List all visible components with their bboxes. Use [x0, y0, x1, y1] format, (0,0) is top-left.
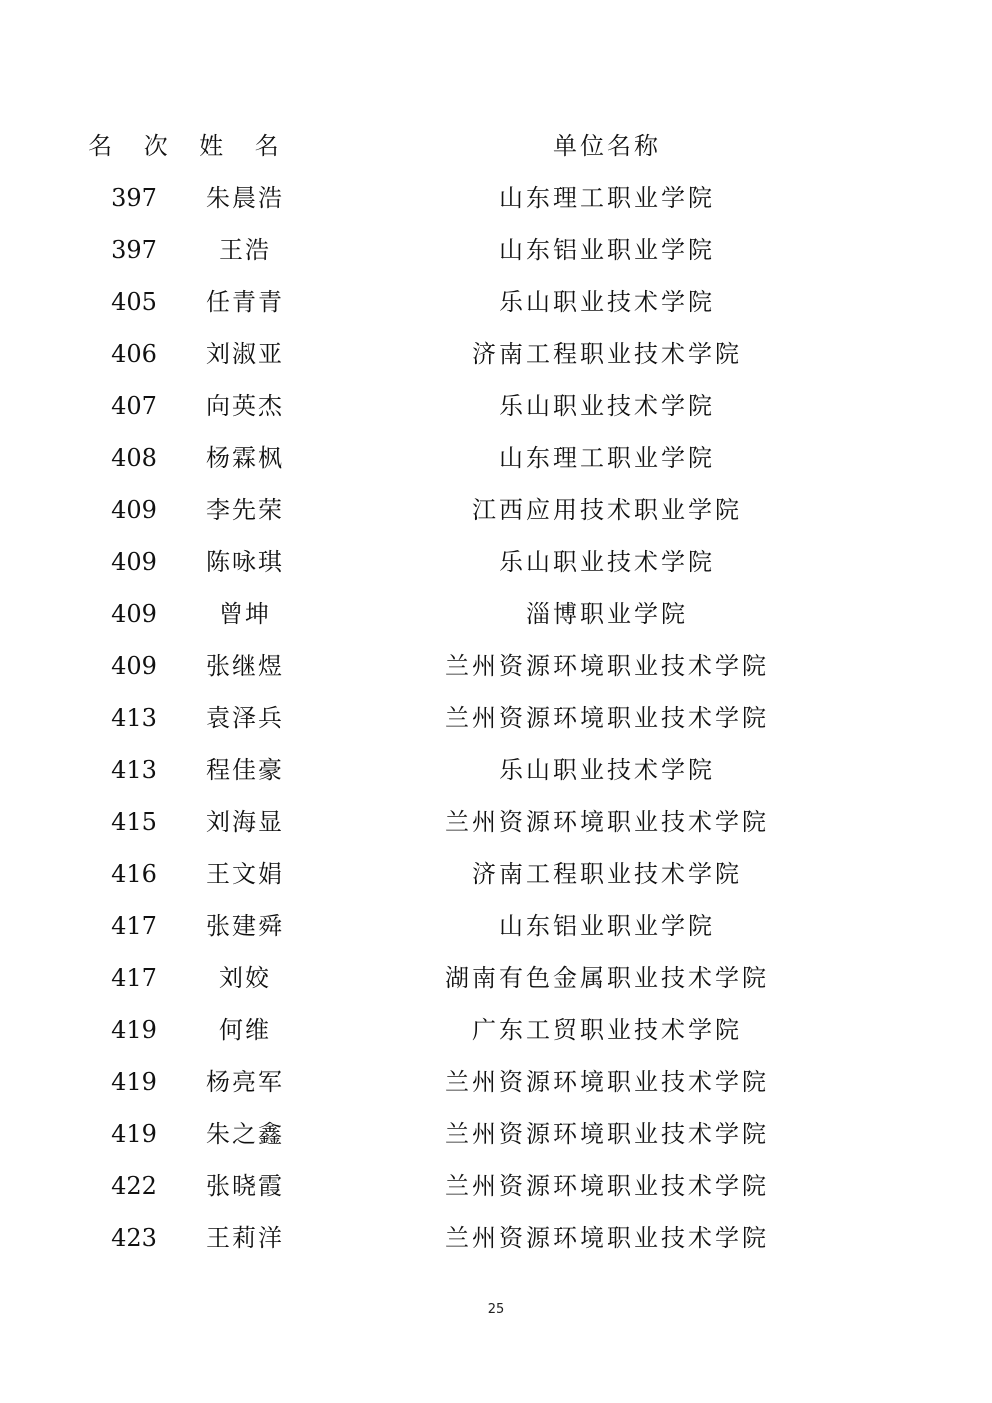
unit-cell: 乐山职业技术学院 [499, 548, 715, 576]
unit-cell: 兰州资源环境职业技术学院 [445, 1120, 769, 1148]
rank-cell: 405 [111, 288, 157, 316]
table-row [0, 380, 992, 432]
rank-cell: 407 [111, 392, 157, 420]
rank-cell: 406 [111, 340, 157, 368]
table-row [0, 432, 992, 484]
table-body [0, 172, 992, 1264]
unit-cell: 山东理工职业学院 [499, 184, 715, 212]
ranking-table [0, 120, 992, 1264]
header-unit: 单位名称 [553, 132, 661, 160]
name-cell: 刘海显 [206, 808, 284, 836]
table-row [0, 1212, 992, 1264]
unit-cell: 乐山职业技术学院 [499, 288, 715, 316]
rank-cell: 409 [111, 600, 157, 628]
rank-cell: 409 [111, 548, 157, 576]
rank-cell: 419 [111, 1120, 157, 1148]
unit-cell: 乐山职业技术学院 [499, 392, 715, 420]
rank-cell: 417 [111, 912, 157, 940]
rank-cell: 397 [111, 184, 157, 212]
rank-cell: 416 [111, 860, 157, 888]
table-row [0, 640, 992, 692]
header-rank: 名 次 [88, 132, 180, 160]
unit-cell: 江西应用技术职业学院 [472, 496, 742, 524]
unit-cell: 淄博职业学院 [526, 600, 688, 628]
name-cell: 张晓霞 [206, 1172, 284, 1200]
name-cell: 曾坤 [219, 600, 271, 628]
table-row [0, 588, 992, 640]
table-row [0, 848, 992, 900]
name-cell: 张建舜 [206, 912, 284, 940]
name-cell: 陈咏琪 [206, 548, 284, 576]
rank-cell: 397 [111, 236, 157, 264]
table-header [0, 120, 992, 172]
table-row [0, 1056, 992, 1108]
table-row [0, 484, 992, 536]
rank-cell: 409 [111, 496, 157, 524]
table-row [0, 276, 992, 328]
header-name: 姓 名 [199, 132, 291, 160]
rank-cell: 417 [111, 964, 157, 992]
name-cell: 何维 [219, 1016, 271, 1044]
rank-cell: 415 [111, 808, 157, 836]
name-cell: 程佳豪 [206, 756, 284, 784]
name-cell: 刘淑亚 [206, 340, 284, 368]
table-row [0, 536, 992, 588]
name-cell: 向英杰 [206, 392, 284, 420]
table-row [0, 900, 992, 952]
rank-cell: 419 [111, 1068, 157, 1096]
unit-cell: 山东铝业职业学院 [499, 236, 715, 264]
name-cell: 任青青 [206, 288, 284, 316]
unit-cell: 兰州资源环境职业技术学院 [445, 808, 769, 836]
name-cell: 李先荣 [206, 496, 284, 524]
table-row [0, 692, 992, 744]
table-row [0, 224, 992, 276]
unit-cell: 兰州资源环境职业技术学院 [445, 1224, 769, 1252]
table-row [0, 328, 992, 380]
rank-cell: 422 [111, 1172, 157, 1200]
rank-cell: 413 [111, 756, 157, 784]
unit-cell: 山东铝业职业学院 [499, 912, 715, 940]
table-row [0, 796, 992, 848]
unit-cell: 兰州资源环境职业技术学院 [445, 652, 769, 680]
name-cell: 杨霖枫 [206, 444, 284, 472]
unit-cell: 湖南有色金属职业技术学院 [445, 964, 769, 992]
table-row [0, 172, 992, 224]
name-cell: 袁泽兵 [206, 704, 284, 732]
table-row [0, 952, 992, 1004]
unit-cell: 兰州资源环境职业技术学院 [445, 704, 769, 732]
name-cell: 杨亮军 [206, 1068, 284, 1096]
unit-cell: 济南工程职业技术学院 [472, 860, 742, 888]
unit-cell: 乐山职业技术学院 [499, 756, 715, 784]
page-number: 25 [487, 1302, 505, 1317]
table-row [0, 1160, 992, 1212]
table-row [0, 744, 992, 796]
name-cell: 王文娟 [206, 860, 284, 888]
name-cell: 刘姣 [219, 964, 271, 992]
table-row [0, 1108, 992, 1160]
name-cell: 张继煜 [206, 652, 284, 680]
rank-cell: 413 [111, 704, 157, 732]
name-cell: 朱之鑫 [206, 1120, 284, 1148]
unit-cell: 兰州资源环境职业技术学院 [445, 1172, 769, 1200]
name-cell: 王莉洋 [206, 1224, 284, 1252]
name-cell: 王浩 [219, 236, 271, 264]
unit-cell: 济南工程职业技术学院 [472, 340, 742, 368]
rank-cell: 419 [111, 1016, 157, 1044]
name-cell: 朱晨浩 [206, 184, 284, 212]
table-row [0, 1004, 992, 1056]
rank-cell: 423 [111, 1224, 157, 1252]
unit-cell: 兰州资源环境职业技术学院 [445, 1068, 769, 1096]
rank-cell: 409 [111, 652, 157, 680]
rank-cell: 408 [111, 444, 157, 472]
unit-cell: 山东理工职业学院 [499, 444, 715, 472]
unit-cell: 广东工贸职业技术学院 [472, 1016, 742, 1044]
